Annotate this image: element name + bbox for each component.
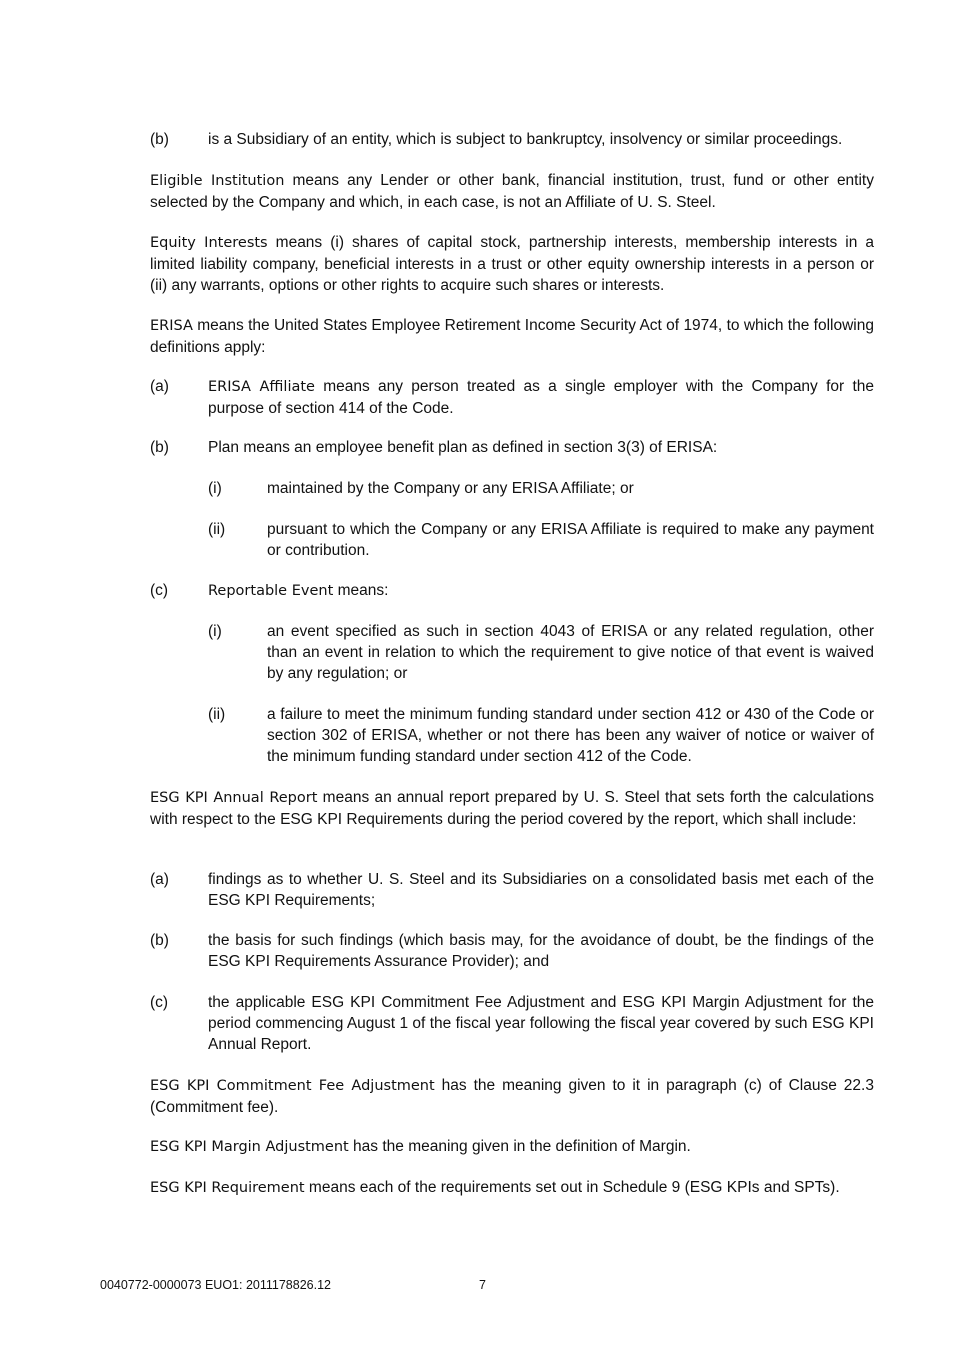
defined-term: ERISA bbox=[150, 318, 193, 334]
item-label: (a) bbox=[150, 378, 169, 395]
definition-text: means each of the requirements set out in Schedule 9 (ESG KPIs and SPTs). bbox=[304, 1179, 840, 1196]
definition-esg-kpi-requirement bbox=[150, 1177, 874, 1199]
defined-term: ESG KPI Annual Report bbox=[150, 790, 318, 806]
item-label: (a) bbox=[150, 871, 169, 888]
definition-equity-interests bbox=[150, 232, 874, 296]
item-text: is a Subsidiary of an entity, which is subject to bankruptcy, insolvency or similar proceedings. bbox=[208, 131, 843, 148]
definition-esg-kpi-annual-report bbox=[150, 787, 874, 830]
sub-item-text: an event specified as such in section 4043 of ERISA or any related regulation, other than an event in relation to which the requirement to give notice of that event is waived by any regulation; or bbox=[267, 623, 874, 682]
footer-document-reference: 0040772-0000073 EUO1: 2011178826.12 bbox=[100, 1278, 331, 1292]
sub-item-label: (i) bbox=[208, 480, 222, 497]
definition-text: has the meaning given in the definition of Margin. bbox=[348, 1138, 691, 1155]
defined-term: Reportable Event bbox=[208, 583, 334, 599]
item-text bbox=[208, 580, 874, 602]
defined-term: ESG KPI Requirement bbox=[150, 1180, 305, 1196]
item-label: (b) bbox=[150, 932, 169, 949]
sub-item-text: a failure to meet the minimum funding standard under section 412 or 430 of the Code or section 302 of ERISA, whether or not there has been any waiver of notice or waiver of the minimum funding standard under section 412 of the Code. bbox=[267, 706, 874, 765]
item-text: Plan means an employee benefit plan as defined in section 3(3) of ERISA: bbox=[208, 439, 718, 456]
sub-item-text: maintained by the Company or any ERISA Affiliate; or bbox=[267, 480, 634, 497]
definition-text: means any person treated as a single employer with the Company for the purpose of section 414 of the Code. bbox=[208, 378, 874, 417]
definition-text: means any Lender or other bank, financial institution, trust, fund or other entity selected by the Company and which, in each case, is not an Affiliate of U. S. Steel. bbox=[150, 172, 874, 211]
definition-esg-kpi-commitment-fee-adjustment bbox=[150, 1075, 874, 1118]
sub-item-label: (ii) bbox=[208, 521, 226, 538]
sub-item-text: pursuant to which the Company or any ERISA Affiliate is required to make any payment or contribution. bbox=[267, 521, 874, 559]
item-label: (c) bbox=[150, 994, 169, 1011]
sub-item-label: (ii) bbox=[208, 706, 226, 723]
definition-text: means an annual report prepared by U. S. Steel that sets forth the calculations with respect to the ESG KPI Requirements during the period covered by the report, which shall include: bbox=[150, 789, 874, 828]
defined-term: ERISA Affiliate bbox=[208, 379, 315, 395]
definition-eligible-institution bbox=[150, 170, 874, 213]
definition-text: means (i) shares of capital stock, partnership interests, membership interests in a limited liability company, beneficial interests in a trust or other equity ownership interests in a person or (ii) any warrants, options or other rights to acquire such shares or interests. bbox=[150, 234, 875, 294]
definition-text: has the meaning given to it in paragraph (c) of Clause 22.3 (Commitment fee). bbox=[150, 1077, 874, 1116]
item-text: findings as to whether U. S. Steel and its Subsidiaries on a consolidated basis met each of the ESG KPI Requirements; bbox=[208, 871, 874, 909]
defined-term: ESG KPI Commitment Fee Adjustment bbox=[150, 1078, 435, 1094]
defined-term: Eligible Institution bbox=[150, 173, 285, 189]
definition-erisa bbox=[150, 315, 874, 358]
item-label: (c) bbox=[150, 582, 169, 599]
item-text bbox=[208, 376, 874, 419]
item-text: the applicable ESG KPI Commitment Fee Adjustment and ESG KPI Margin Adjustment for the period commencing August 1 of the fiscal year following the fiscal year covered by such ESG KPI Annual Report. bbox=[208, 994, 874, 1053]
definition-esg-kpi-margin-adjustment bbox=[150, 1136, 874, 1158]
sub-item-label: (i) bbox=[208, 623, 222, 640]
item-label: (b) bbox=[150, 131, 169, 148]
defined-term: ESG KPI Margin Adjustment bbox=[150, 1139, 349, 1155]
defined-term: Equity Interests bbox=[150, 235, 268, 251]
footer-page-number: 7 bbox=[479, 1278, 486, 1292]
definition-text: means the United States Employee Retirement Income Security Act of 1974, to which the following definitions apply: bbox=[150, 317, 874, 356]
item-label: (b) bbox=[150, 439, 169, 456]
definition-text: means: bbox=[333, 582, 389, 599]
item-text: the basis for such findings (which basis may, for the avoidance of doubt, be the findings of the ESG KPI Requirements Assurance Provider); and bbox=[208, 932, 874, 970]
